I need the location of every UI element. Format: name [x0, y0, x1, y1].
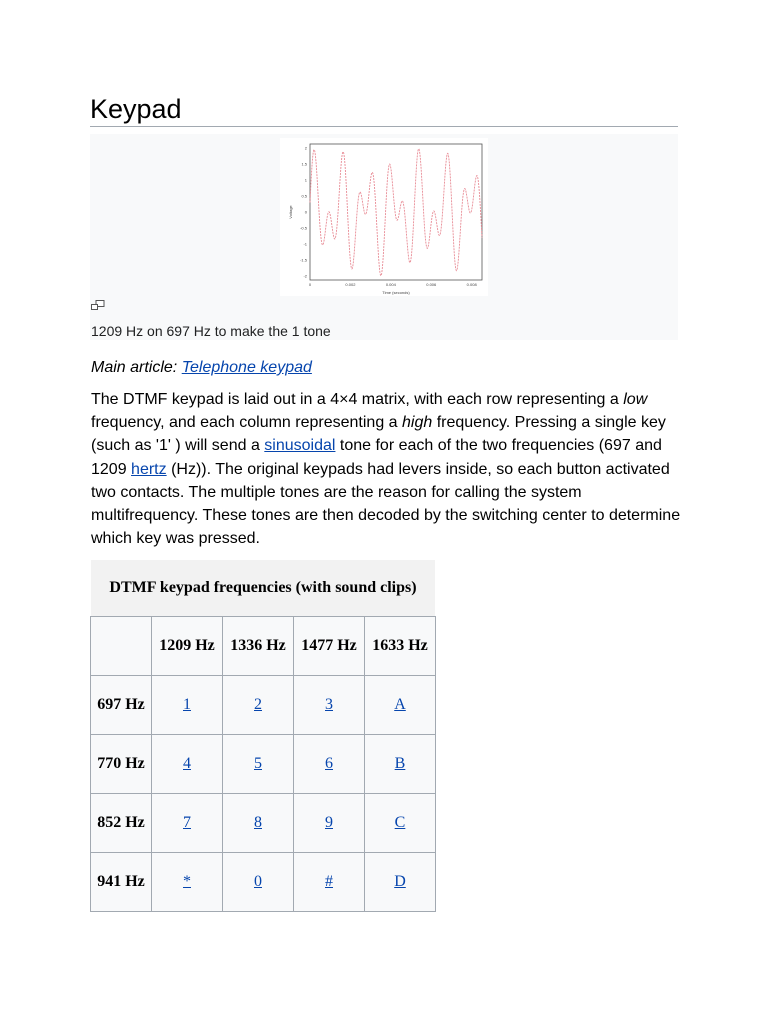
plot-area [310, 144, 482, 280]
magnify-clip-icon[interactable] [91, 300, 105, 311]
table-caption: DTMF keypad frequencies (with sound clips) [91, 560, 435, 616]
row-header: 941 Hz [91, 853, 152, 912]
y-tick-label: -2 [303, 273, 307, 279]
row-header: 852 Hz [91, 794, 152, 853]
telephone-keypad-link[interactable]: Telephone keypad [181, 359, 312, 376]
y-axis-ticks [300, 146, 308, 279]
column-header: 1477 Hz [294, 617, 365, 676]
key-link-9[interactable]: 9 [325, 814, 333, 831]
key-link-6[interactable]: 6 [325, 755, 333, 772]
key-link-2[interactable]: 2 [254, 696, 262, 713]
high-emphasis: high [402, 414, 433, 432]
key-cell [294, 853, 365, 912]
key-link-0[interactable]: 0 [254, 873, 262, 890]
key-cell [152, 794, 223, 853]
waveform-plot [280, 138, 488, 296]
x-axis-label: Time (seconds) [382, 290, 410, 295]
waveform-image[interactable] [280, 138, 488, 296]
hertz-link[interactable]: hertz [131, 460, 167, 478]
dtmf-frequency-table [90, 616, 436, 912]
row-header: 697 Hz [91, 676, 152, 735]
key-link-7[interactable]: 7 [183, 814, 191, 831]
para-text-1: The DTMF keypad is laid out in a 4×4 matrix, with each row representing a [91, 391, 624, 408]
key-cell [294, 735, 365, 794]
table-header-row [91, 617, 436, 676]
hatnote [91, 358, 312, 378]
key-cell [365, 676, 436, 735]
y-tick-label: 2 [304, 145, 307, 151]
table-row [91, 676, 436, 735]
key-link-d[interactable]: D [394, 873, 406, 890]
key-cell [152, 735, 223, 794]
x-tick-label: 0.004 [385, 282, 396, 287]
hatnote-prefix: Main article: [91, 359, 182, 376]
body-paragraph [91, 388, 681, 550]
y-tick-label: 1.5 [301, 161, 307, 167]
column-header: 1336 Hz [223, 617, 294, 676]
para-text-5: (Hz)). The original keypads had levers inside, so each button activated two contacts. The multiple tones are the reason for calling the system multifrequency. These tones are then decoded by the switching center to determine which key was pressed. [91, 460, 681, 548]
y-tick-label: 1 [304, 177, 307, 183]
key-cell [365, 853, 436, 912]
column-header: 1633 Hz [365, 617, 436, 676]
y-tick-label: -1.5 [300, 257, 307, 263]
key-cell [294, 794, 365, 853]
row-header: 770 Hz [91, 735, 152, 794]
key-link-c[interactable]: C [394, 814, 406, 831]
section-heading: Keypad [90, 94, 182, 124]
x-tick-label: 0.008 [466, 282, 477, 287]
key-link-5[interactable]: 5 [254, 755, 262, 772]
key-link-8[interactable]: 8 [254, 814, 262, 831]
key-cell [223, 735, 294, 794]
key-cell [152, 853, 223, 912]
heading-divider [90, 126, 678, 127]
key-cell [294, 676, 365, 735]
key-link-a[interactable]: A [394, 696, 406, 713]
x-tick-label: 0.006 [426, 282, 437, 287]
para-text-2: frequency, and each column representing a [91, 414, 403, 432]
low-emphasis: low [623, 391, 648, 408]
key-link-b[interactable]: B [394, 755, 406, 772]
y-tick-label: 0 [304, 209, 307, 215]
key-cell [223, 794, 294, 853]
key-link-1[interactable]: 1 [183, 696, 191, 713]
key-link-star[interactable]: * [183, 873, 191, 890]
key-cell [365, 794, 436, 853]
x-tick-label: 0 [308, 282, 312, 287]
y-axis-label: Voltage [288, 205, 293, 219]
key-cell [223, 676, 294, 735]
y-tick-label: -1 [303, 241, 307, 247]
para-text-4: tone for each of the two frequencies (697 and 1209 [91, 437, 662, 478]
key-link-4[interactable]: 4 [183, 755, 191, 772]
x-tick-label: 0.002 [345, 282, 356, 287]
key-cell [223, 853, 294, 912]
key-cell [152, 676, 223, 735]
y-tick-label: -0.5 [300, 225, 307, 231]
key-cell [365, 735, 436, 794]
key-link-3[interactable]: 3 [325, 696, 333, 713]
column-header: 1209 Hz [152, 617, 223, 676]
para-text-3: frequency. Pressing a single key (such as '1' ) will send a [91, 414, 666, 455]
corner-cell [91, 617, 152, 676]
sinusoidal-link[interactable]: sinusoidal [264, 437, 336, 455]
table-row [91, 735, 436, 794]
table-row [91, 853, 436, 912]
figure-caption: 1209 Hz on 697 Hz to make the 1 tone [91, 323, 331, 339]
y-tick-label: 0.5 [301, 193, 307, 199]
table-row [91, 794, 436, 853]
x-axis-ticks [309, 282, 478, 287]
key-link-hash[interactable]: # [325, 873, 333, 890]
